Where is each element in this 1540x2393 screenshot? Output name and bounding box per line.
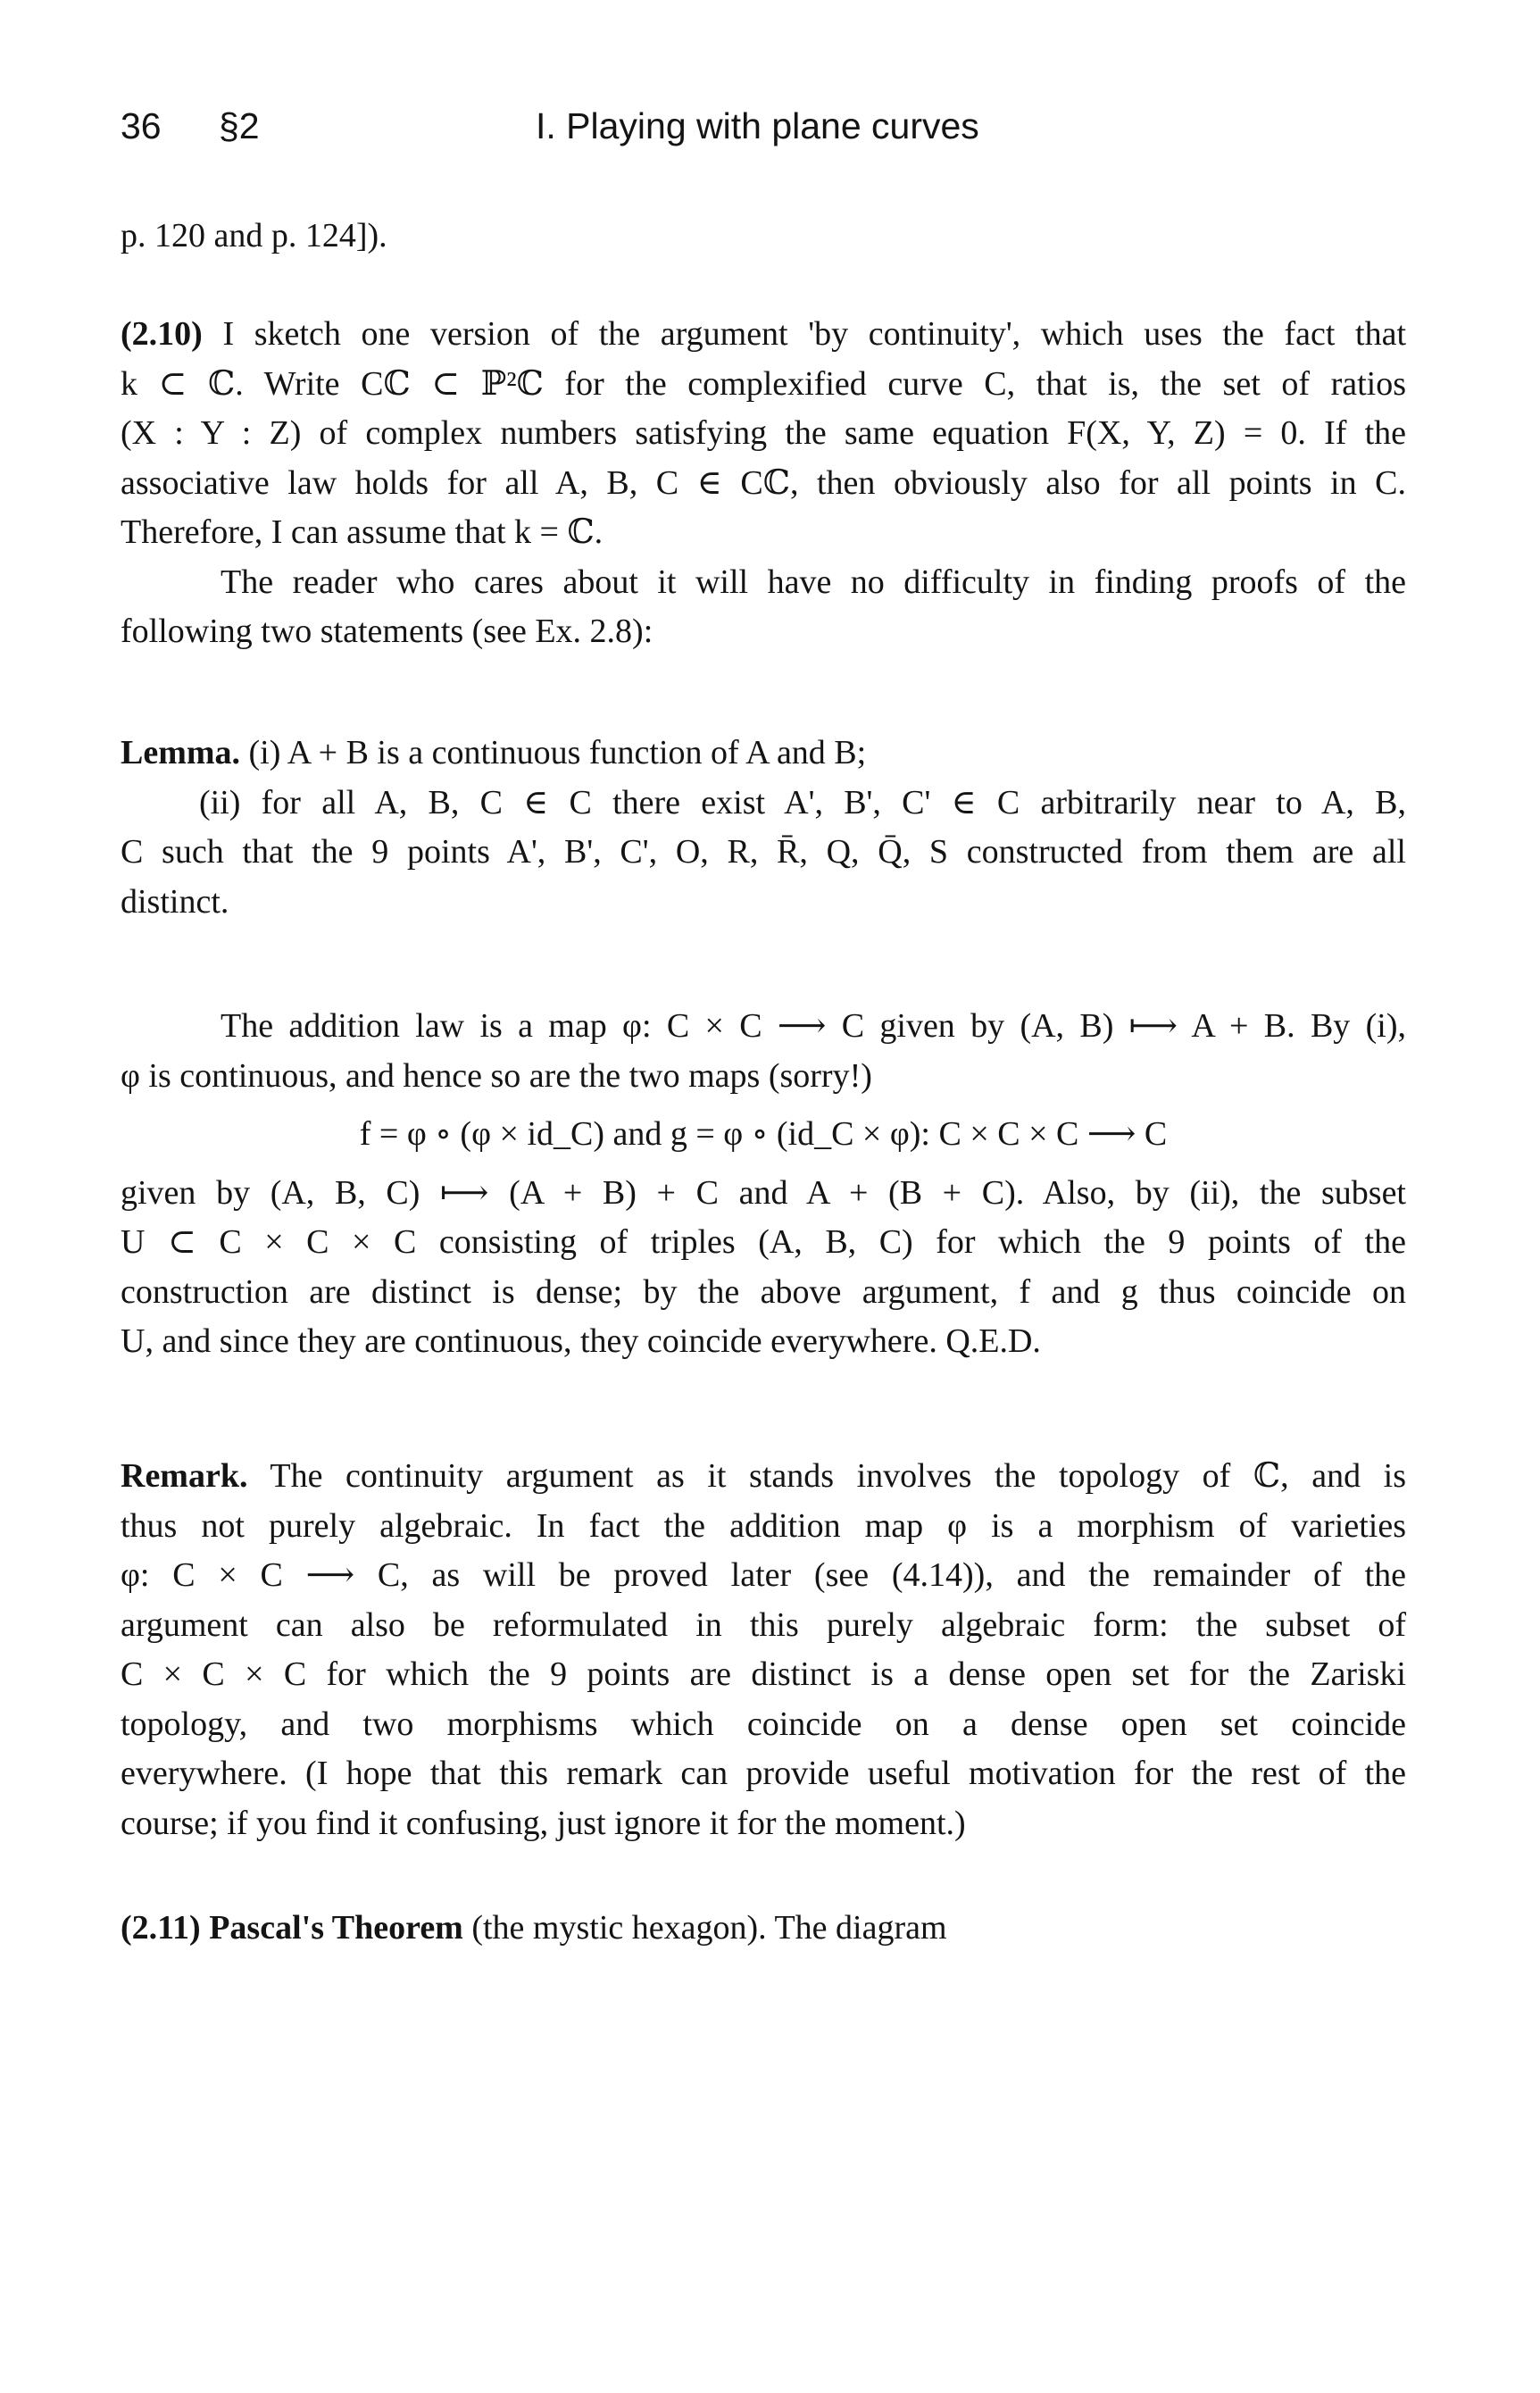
text-line: φ is continuous, and hence so are the two maps (sorry!) xyxy=(121,1056,872,1095)
text-line: k ⊂ ℂ. Write Cℂ ⊂ ℙ²ℂ for the complexified curve C, that is, the set of ratios xyxy=(121,364,1406,403)
text-line: C × C × C for which the 9 points are distinct is a dense open set for the Zariski xyxy=(121,1655,1406,1693)
page-number: 36 xyxy=(121,105,162,146)
text-line: course; if you find it confusing, just ignore it for the moment.) xyxy=(121,1804,966,1842)
text-line: distinct. xyxy=(121,882,229,921)
text-line: topology, and two morphisms which coincide on a dense open set coincide xyxy=(121,1705,1406,1743)
proof xyxy=(121,1002,1406,1367)
text-line: (2.11) Pascal's Theorem (the mystic hexagon). The diagram xyxy=(121,1909,947,1947)
paragraph-2-11 xyxy=(121,1904,1406,1954)
paragraph-label: (2.11) Pascal's Theorem xyxy=(121,1909,463,1947)
text-line: Therefore, I can assume that k = ℂ. xyxy=(121,513,604,551)
continued-text xyxy=(121,212,1406,262)
text-line: given by (A, B, C) ⟼ (A + B) + C and A + (B + C). Also, by (ii), the subset xyxy=(121,1173,1406,1212)
text-line: The addition law is a map φ: C × C ⟶ C given by (A, B) ⟼ A + B. By (i), xyxy=(221,1007,1406,1045)
lemma-label: Lemma. xyxy=(121,734,241,771)
running-head-title: I. Playing with plane curves xyxy=(536,105,979,146)
text-line: everywhere. (I hope that this remark can provide useful motivation for the rest of the xyxy=(121,1755,1406,1792)
paragraph-2-10 xyxy=(121,310,1406,657)
text-line: U ⊂ C × C × C consisting of triples (A, B, C) for which the 9 points of the xyxy=(121,1223,1406,1261)
text-line: U, and since they are continuous, they coincide everywhere. Q.E.D. xyxy=(121,1322,1041,1360)
remark xyxy=(121,1452,1406,1848)
text-line: (2.10) I sketch one version of the argument 'by continuity', which uses the fact that xyxy=(121,315,1407,353)
text-line: p. 120 and p. 124]). xyxy=(121,217,387,254)
lemma xyxy=(121,729,1406,927)
section-mark: §2 xyxy=(219,105,260,146)
text-line: Remark. The continuity argument as it stands involves the topology of ℂ, and is xyxy=(121,1457,1406,1495)
text-line: The reader who cares about it will have no difficulty in finding proofs of the xyxy=(221,563,1406,601)
text-line: following two statements (see Ex. 2.8): xyxy=(121,613,653,650)
text-line: associative law holds for all A, B, C ∈ Cℂ, then obviously also for all points in C. xyxy=(121,463,1406,502)
text-line: φ: C × C ⟶ C, as will be proved later (see (4.14)), and the remainder of the xyxy=(121,1556,1406,1594)
remark-label: Remark. xyxy=(121,1457,248,1495)
text-line: (X : Y : Z) of complex numbers satisfying the same equation F(X, Y, Z) = 0. If the xyxy=(121,414,1406,452)
text-line: construction are distinct is dense; by the above argument, f and g thus coincide on xyxy=(121,1272,1406,1311)
text-line: thus not purely algebraic. In fact the addition map φ is a morphism of varieties xyxy=(121,1506,1406,1545)
text-line: C such that the 9 points A', B', C', O, R, R̄, Q, Q̄, S constructed from them are all xyxy=(121,833,1406,871)
text-line: argument can also be reformulated in this purely algebraic form: the subset of xyxy=(121,1605,1406,1644)
text-line: Lemma. (i) A + B is a continuous function of A and B; xyxy=(121,734,867,771)
paragraph-label: (2.10) xyxy=(121,315,203,353)
display-formula: f = φ ∘ (φ × id_C) and g = φ ∘ (id_C × φ): C × C × C ⟶ C xyxy=(359,1115,1168,1153)
text-line: (ii) for all A, B, C ∈ C there exist A', B', C' ∈ C arbitrarily near to A, B, xyxy=(199,783,1406,821)
